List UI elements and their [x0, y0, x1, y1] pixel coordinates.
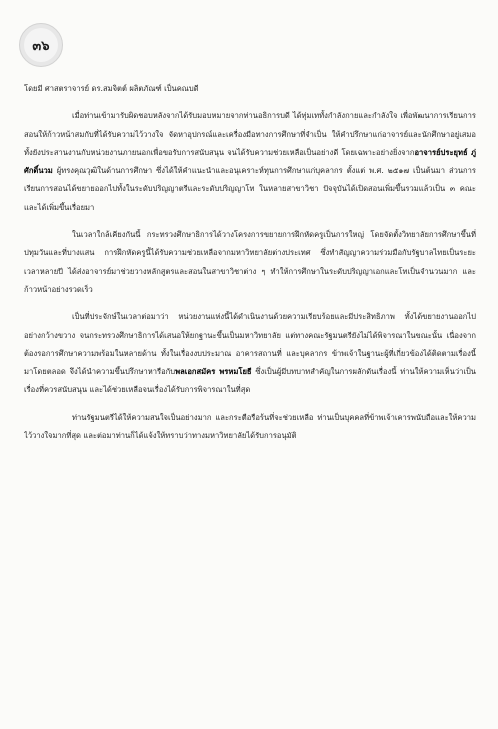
paragraph-1: [24, 107, 476, 217]
paragraph-3-emphasis: พลเอกสมัคร พรหมโยธี: [175, 367, 252, 377]
paragraph-4: [24, 409, 476, 446]
paragraph-1-emphasis: อาจารย์ประยุทธ์ ภู่ศักดิ์นวม: [24, 147, 476, 176]
paragraph-2-text-a: ในเวลาใกล้เคียงกันนี้ กระทรวงศึกษาธิการได้วางโครงการขยายการฝึกหัดครูเป็นการใหญ่ โดยจัดตั้งวิทยาลัยการศึกษาขึ้นที่ปทุมวันและที่บางแสน การฝึกหัดครูนี้ได้รับความช่วยเหลือจากมหาวิทยาลัยต่างประเทศ ซึ่งทำสัญญาความร่วมมือกับรัฐบาลไทยเป็นระยะเวลาหลายปี ได้ส่งอาจารย์มาช่วยวางหลักสูตรและสอนในสาขาวิชาต่าง ๆ ทำให้การศึกษาในระดับปริญญาเอกและโทเป็นจำนวนมาก และก้าวหน้าอย่างรวดเร็ว: [24, 230, 476, 294]
paragraph-3-text-a: เป็นที่ประจักษ์ในเวลาต่อมาว่า หน่วยงานแห่งนี้ได้ดำเนินงานด้วยความเรียบร้อยและมีประสิทธิภาพ ทั้งได้ขยายงานออกไปอย่างกว้างขวาง จนกระทรวงศึกษาธิการได้เสนอให้ยกฐานะขึ้นเป็นมหาวิทยาลัย แต่ทางคณะรัฐมนตรียังไม่ได้พิจารณาในขณะนั้น เนื่องจากต้องรอการศึกษาความพร้อมในหลายด้าน ทั้งในเรื่องงบประมาณ อาคารสถานที่ และบุคลากร ข้าพเจ้าในฐานะผู้ที่เกี่ยวข้องได้ติดตามเรื่องนี้มาโดยตลอด จึงได้นำความขึ้นปรึกษาหารือกับ: [24, 312, 476, 377]
paragraph-4-text-a: ท่านรัฐมนตรีได้ให้ความสนใจเป็นอย่างมาก และกระตือรือร้นที่จะช่วยเหลือ ท่านเป็นบุคคลที่ข้าพเจ้าเคารพนับถือและให้ความไว้วางใจมากที่สุด และต่อมาท่านก็ได้แจ้งให้ทราบว่าทางมหาวิทยาลัยได้รับการอนุมัติ: [24, 412, 476, 441]
byline: โดยมี ศาสตราจารย์ ดร.สมจิตต์ ผลิตภัณฑ์ เป็นคณบดี: [24, 84, 199, 93]
paragraph-1-text-a: เมื่อท่านเข้ามารับผิดชอบหลังจากได้รับมอบหมายจากท่านอธิการบดี ได้ทุ่มเททั้งกำลังกายและกำลังใจ เพื่อพัฒนาการเรียนการสอนให้ก้าวหน้าสมกับที่ได้รับความไว้วางใจ จัดหาอุปกรณ์และเครื่องมือทางการศึกษาที่จำเป็น ให้คำปรึกษาแก่อาจารย์และนักศึกษาอยู่เสมอ ทั้งยังประสานงานกับหน่วยงานภายนอกเพื่อขอรับการสนับสนุน จนได้รับความช่วยเหลือเป็นอย่างดี โดยเฉพาะอย่างยิ่งจาก: [24, 111, 476, 157]
paragraph-3-text-b: ซึ่งเป็นผู้มีบทบาทสำคัญในการผลักดันเรื่องนี้ ท่านให้ความเห็นว่าเป็นเรื่องที่ควรสนับสนุน และได้ช่วยเหลือจนเรื่องได้รับการพิจารณาในที่สุด: [24, 367, 476, 395]
page-number-badge: [19, 23, 63, 67]
paragraph-2: [24, 226, 476, 299]
body-text: [24, 80, 476, 720]
paragraph-3: [24, 308, 476, 399]
page-number: ๓๖: [24, 28, 58, 62]
paragraph-1-text-b: ผู้ทรงคุณวุฒิในด้านการศึกษา ซึ่งได้ให้คำแนะนำและอนุเคราะห์ทุนการศึกษาแก่บุคลากร ตั้งแต่ พ.ศ. ๒๕๑๗ เป็นต้นมา ส่วนการเรียนการสอนได้ขยายออกไปทั้งในระดับปริญญาตรีและระดับปริญญาโท ในหลายสาขาวิชา ปัจจุบันได้เปิดสอนเพิ่มขึ้นรวมแล้วเป็น ๓ คณะ และได้เพิ่มขึ้นเรื่อยมา: [24, 166, 476, 212]
